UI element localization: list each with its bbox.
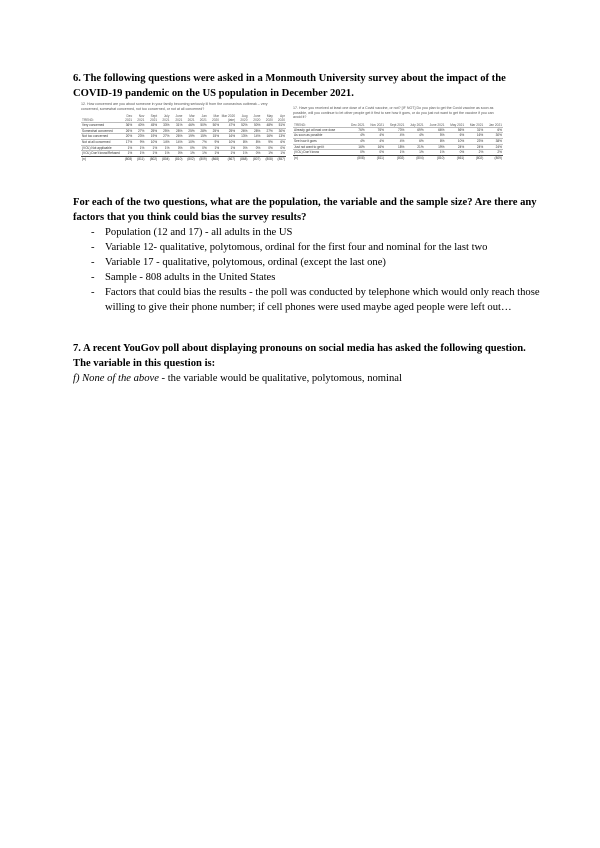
question-6-answer-list [73,225,543,315]
table-cell: (809) [484,155,503,160]
table-cell: 1% [405,150,424,156]
table-cell: 19% [145,134,158,140]
table-12-caption: 12. How concerned are you about someone in your family becoming seriously ill from the coronavirus outbreak – very concerned, somewhat concerned, not too concerned, or not at all concerned? [81,102,268,111]
table-cell: (802) [385,155,405,160]
table-cell: (809) [196,156,208,161]
table-cell: 10% [446,138,466,144]
table-17-caption: 17. Have you received at least one dose of a Covid vaccine, or not? [IF NOT] Do you plan to get the Covid vaccine as soon as possible, will you continue to let other people get it first to see how it goes, or do you just not want to get the vaccine if you can avoid it? [293,106,494,120]
table-cell: 5% [425,133,446,139]
column-header: May 2020 [265,114,273,123]
table-cell: (808) [346,155,365,160]
row-label: Very concerned [81,123,121,129]
table-cell: 1% [208,151,220,157]
table-cell: 69% [405,127,424,133]
column-header: Sept 2021 [389,122,405,127]
table-12-grid [81,114,286,161]
answer-item: - Variable 12- qualitative, polytomous, ordinal for the first four and nominal for the last two [91,242,488,253]
column-header: July 2021 [410,122,424,127]
table-cell: 1% [208,145,220,151]
table-cell: 1% [196,151,208,157]
table-cell: 9% [208,139,220,145]
table-cell: 38% [484,138,503,144]
table-cell: 1% [220,145,236,151]
table-cell: 26% [171,134,184,140]
column-header: June 2021 [429,122,445,127]
column-header: Dec 2021 [125,114,133,123]
table-cell: 4% [366,133,385,139]
table-cell: 9% [261,139,274,145]
table-cell: 66% [425,127,446,133]
table-cell: (802) [145,156,158,161]
column-header: Sept 2021 [150,114,158,123]
table-cell: 27% [261,128,274,134]
table-cell: 10% [145,139,158,145]
table-cell: 0% [366,150,385,156]
table-cell: 16% [346,144,365,150]
row-label: See how it goes [293,138,346,144]
table-cell: 1% [236,151,248,157]
table-cell: 13% [274,134,286,140]
answer-explanation: - the variable would be qualitative, polytomous, nominal [158,373,402,384]
table-sample-size-row [293,155,503,160]
table-cell: (804) [158,156,170,161]
table-cell: 0% [248,145,261,151]
column-header: Apr 2020 [277,114,285,123]
table-cell: 1% [145,145,158,151]
table-cell: 6% [484,127,503,133]
table-cell: (807) [248,156,261,161]
table-cell: (808) [121,156,133,161]
table-cell: 9% [133,139,145,145]
row-label: (VOL) Don't know [293,150,346,156]
table-cell: 52% [236,123,248,129]
table-cell: 30% [484,133,503,139]
survey-table-12 [81,102,286,161]
table-cell: 4% [346,138,365,144]
row-label: (VOL) Don't know/Refused [82,151,120,156]
question-6-heading: 6. The following questions were asked in a Monmouth University survey about the impact of the COVID-19 pandemic on the US population in December 2021. [73,73,506,99]
table-cell: 21% [405,144,424,150]
table-cell: 16% [220,134,236,140]
table-cell: 50% [248,123,261,129]
table-cell: 1% [220,151,236,157]
table-cell: 31% [171,123,184,129]
table-cell: (802) [465,155,484,160]
column-header: TREND: [82,118,94,123]
table-cell: 25% [208,128,220,134]
survey-tables [73,102,533,188]
table-cell: 1% [121,151,133,157]
row-label: Already got at least one dose [293,127,346,133]
table-cell: 27% [133,128,145,134]
table-12-header-row [81,114,286,123]
table-cell: 76% [346,127,365,133]
table-cell: 0% [171,151,184,157]
table-cell: 1% [145,151,158,157]
answer-item: - Population (12 and 17) - all adults in the US [91,227,293,238]
table-cell: 25% [183,128,195,134]
table-cell: 24% [465,144,484,150]
table-cell: 10% [220,139,236,145]
question-7-answer [73,371,543,386]
table-cell: 25% [158,128,170,134]
table-cell: 4% [366,138,385,144]
table-cell: 47% [220,123,236,129]
table-cell: 19% [425,144,446,150]
table-cell: (810) [171,156,184,161]
table-cell: 46% [183,123,195,129]
row-label: Somewhat concerned [81,128,121,134]
table-cell: 26% [236,128,248,134]
column-header: Jan 2021 [488,122,502,127]
column-header: Mar 2021 [187,114,195,123]
table-cell: 73% [385,127,405,133]
table-cell: 1% [133,151,145,157]
table-cell: (811) [133,156,145,161]
table-cell: 4% [385,138,405,144]
table-cell: 4% [346,133,365,139]
row-label: Not too concerned [81,134,121,140]
column-header: Aug 2020 [240,114,248,123]
table-cell: 50% [196,123,208,129]
table-cell: 0% [446,150,466,156]
survey-table-17 [293,106,503,160]
table-cell: 4% [405,133,424,139]
table-cell: 25% [220,128,236,134]
table-cell: 28% [248,128,261,134]
table-cell: (811) [366,155,385,160]
table-cell: 76% [366,127,385,133]
table-cell: 1% [261,151,274,157]
answer-item: - Factors that could bias the results - the poll was conducted by telephone which would only reach those willing to give their phone number; if cell phones were used maybe aged people were left out… [91,287,540,313]
table-cell: 40% [133,123,145,129]
table-cell: 20% [121,134,133,140]
column-header: Nov 2021 [370,122,384,127]
row-label: (n) [81,156,121,161]
column-header: Mar 2020 (late) [221,114,236,123]
table-cell: 24% [446,144,466,150]
table-cell: 0% [171,145,184,151]
table-cell: 0% [236,145,248,151]
table-cell: 33% [158,123,170,129]
table-cell: 0% [346,150,365,156]
table-cell: 30% [274,128,286,134]
table-cell: 0% [261,145,274,151]
table-cell: (857) [274,156,286,161]
table-sample-size-row [81,156,286,161]
table-cell: 2% [484,150,503,156]
table-cell: 23% [465,138,484,144]
table-cell: (868) [236,156,248,161]
answer-text: Variable 12- qualitative, polytomous, ordinal for the first four and nominal for the last two [105,242,488,253]
table-cell: 56% [446,127,466,133]
table-cell: 8% [236,139,248,145]
table-cell: 26% [121,128,133,134]
question-7-heading: 7. A recent YouGov poll about displaying pronouns on social media has asked the following question. The variable in this question is: [73,343,526,369]
table-cell: 6% [274,139,286,145]
table-cell: 0% [183,145,195,151]
table-cell: 28% [196,128,208,134]
table-cell: 28% [171,128,184,134]
table-cell: 14% [248,134,261,140]
table-cell: (867) [220,156,236,161]
table-cell: 50% [208,123,220,129]
table-cell: 2% [465,150,484,156]
table-cell: 31% [465,127,484,133]
column-header: Mar 2020 [211,114,220,123]
table-cell: 1% [425,150,446,156]
answer-item: - Sample - 808 adults in the United States [91,272,276,283]
table-cell: 15% [208,134,220,140]
table-cell: 1% [158,151,170,157]
table-cell: 1% [385,150,405,156]
table-cell: 8% [425,138,446,144]
table-17-body [293,127,503,160]
table-cell: 16% [261,134,274,140]
row-label: Not at all concerned [81,139,121,145]
row-label: (n) [293,155,346,160]
column-header: Mar 2021 [469,122,484,127]
table-cell: 1% [133,145,145,151]
column-header: May 2021 [450,122,465,127]
table-cell: 18% [385,144,405,150]
answer-text: Sample - 808 adults in the United States [105,272,276,283]
table-cell: 36% [121,123,133,129]
table-cell: 1% [274,151,286,157]
answer-text: Factors that could bias the results - the poll was conducted by telephone which would only reach those willing to give their phone number; if cell phones were used maybe aged people were left out… [105,287,540,313]
table-cell: (808) [261,156,274,161]
table-cell: 16% [366,144,385,150]
table-cell: 16% [465,133,484,139]
answer-item: - Variable 17 - qualitative, polytomous, ordinal (except the last one) [91,257,386,268]
table-cell: (868) [208,156,220,161]
table-cell: 24% [484,144,503,150]
table-cell: 48% [261,123,274,129]
table-cell: 19% [183,134,195,140]
table-cell: 45% [145,123,158,129]
table-cell: 25% [145,128,158,134]
column-header: TREND: [294,122,306,127]
row-label: As soon as possible [293,133,346,139]
table-cell: 6% [405,138,424,144]
answer-text: Population (12 and 17) - all adults in the US [105,227,293,238]
column-header: Nov 2021 [137,114,145,123]
table-cell: (661) [446,155,466,160]
column-header: June 2021 [175,114,183,123]
table-cell: 6% [446,133,466,139]
column-header: Dec 2021 [351,122,365,127]
table-cell: 14% [158,139,170,145]
table-cell: 13% [236,134,248,140]
table-cell: 17% [121,139,133,145]
table-cell: 1% [158,145,170,151]
table-cell: 15% [196,134,208,140]
table-cell: 27% [158,134,170,140]
row-label: Just not want to get it [293,144,346,150]
answer-text: Variable 17 - qualitative, polytomous, ordinal (except the last one) [105,257,386,268]
table-12-body [81,123,286,162]
table-cell: 0% [196,145,208,151]
row-label: (VOL) Not applicable [81,145,121,151]
column-header: Jan 2021 [199,114,207,123]
table-cell: 23% [133,134,145,140]
table-cell: 1% [183,151,195,157]
table-cell: 8% [248,139,261,145]
table-cell: (802) [183,156,195,161]
table-cell: (810) [425,155,446,160]
table-cell: 14% [171,139,184,145]
table-cell: 10% [183,139,195,145]
table-17-grid [293,123,503,161]
column-header: June 2020 [253,114,261,123]
table-cell: 0% [248,151,261,157]
table-cell: 7% [196,139,208,145]
table-cell: 51% [274,123,286,129]
column-header: July 2021 [162,114,170,123]
table-cell: 4% [385,133,405,139]
table-cell: 0% [274,145,286,151]
table-cell: 1% [121,145,133,151]
answer-choice: f) None of the above [73,373,159,384]
table-cell: (804) [405,155,424,160]
question-6-prompt: For each of the two questions, what are the population, the variable and the sample size? Are there any factors that you think could bias the survey results? [73,197,537,223]
